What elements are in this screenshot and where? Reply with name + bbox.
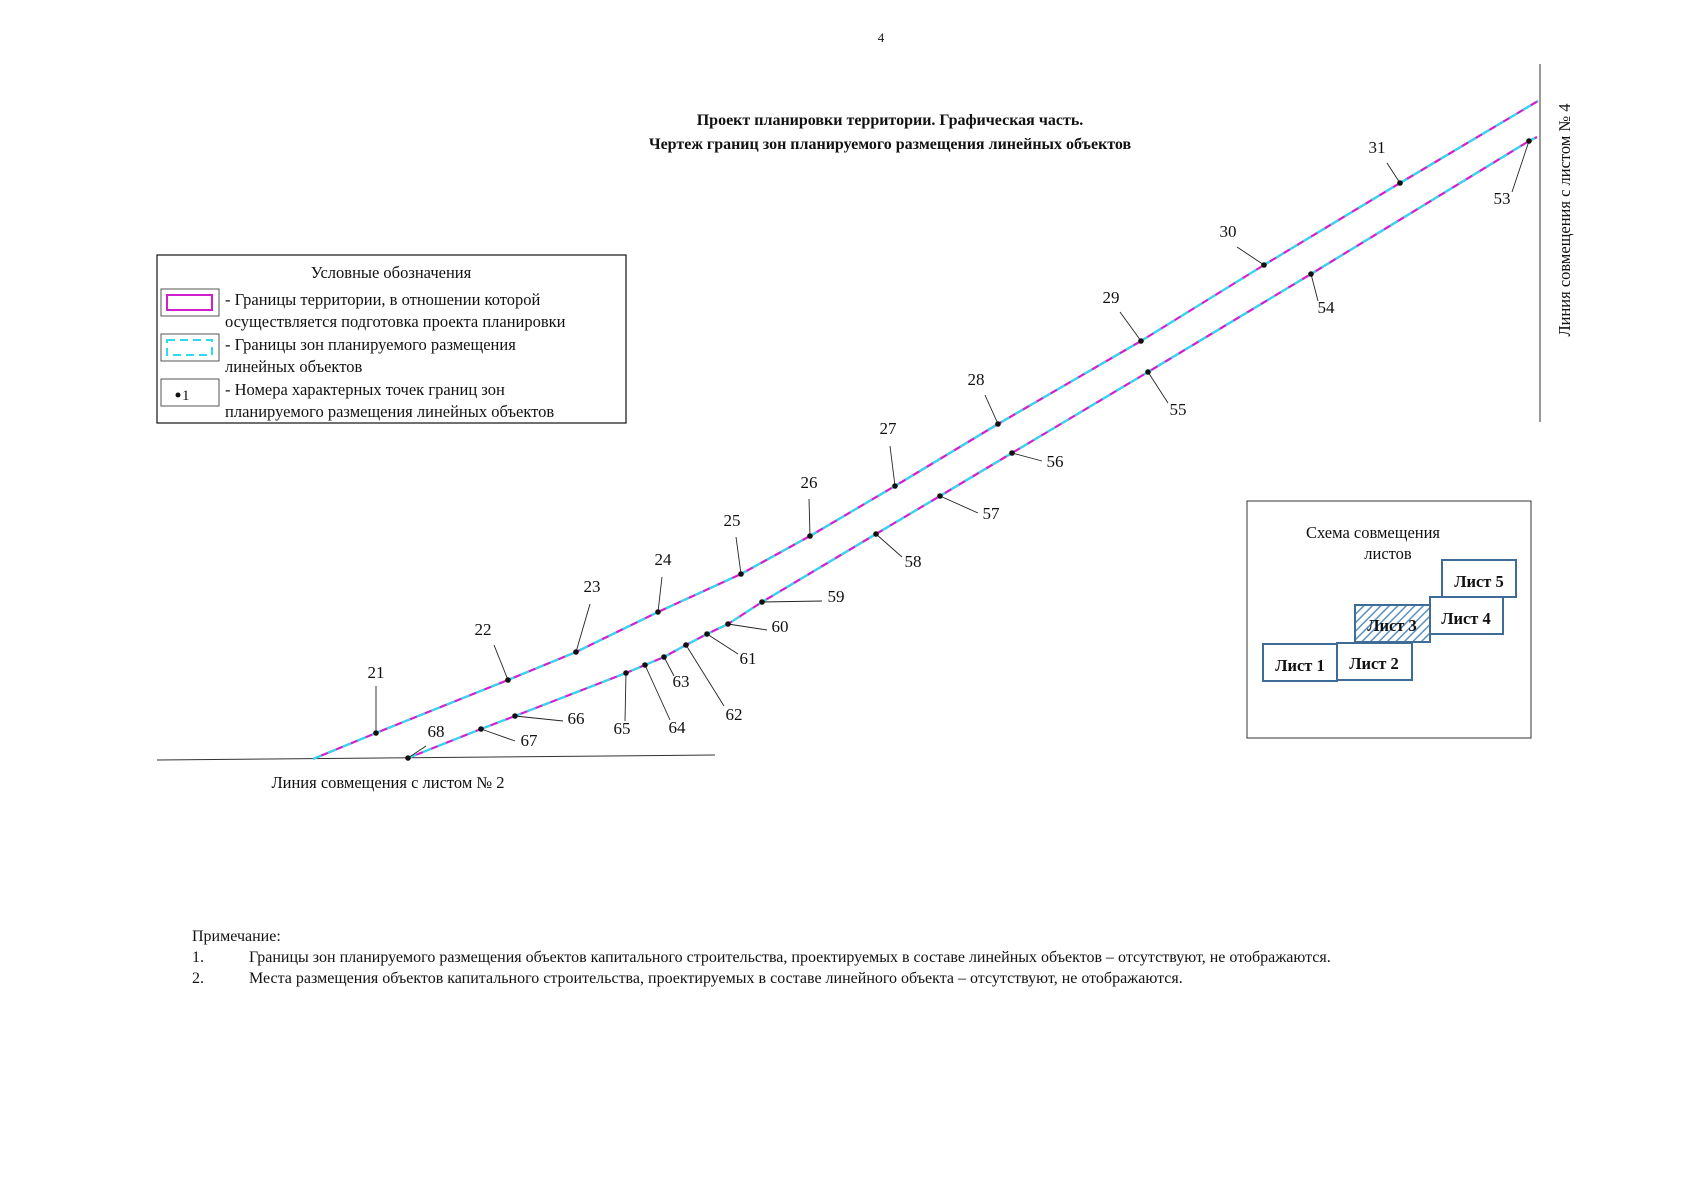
boundary-point-68 <box>405 722 444 761</box>
point-leader-line <box>736 537 741 574</box>
point-number-label: 63 <box>672 672 690 691</box>
point-number-symbol: 1 <box>182 388 190 404</box>
right-matching-line-label: Линия совмещения с листом № 4 <box>1555 103 1574 337</box>
point-number-label: 65 <box>613 719 631 738</box>
point-number-label: 60 <box>771 617 789 636</box>
point-marker <box>1308 271 1314 277</box>
point-marker <box>892 483 898 489</box>
point-number-label: 58 <box>904 552 922 571</box>
boundary-point-61 <box>704 631 756 668</box>
boundary-point-67 <box>478 726 538 750</box>
sheet-2-label: Лист 2 <box>1349 654 1399 673</box>
boundary-point-58 <box>873 531 921 571</box>
page-number: 4 <box>877 30 885 45</box>
point-marker <box>683 642 689 648</box>
point-leader-line <box>645 665 670 720</box>
point-number-label: 25 <box>723 511 741 530</box>
point-marker <box>873 531 879 537</box>
sheet-1-label: Лист 1 <box>1275 656 1325 675</box>
point-leader-line <box>625 673 626 721</box>
legend-item-3-line2: планируемого размещения линейных объектов <box>225 402 555 421</box>
point-number-label: 64 <box>668 718 686 737</box>
point-number-label: 68 <box>427 722 445 741</box>
point-leader-line <box>1237 247 1264 265</box>
note-item-1 <box>192 947 1652 968</box>
point-number-label: 24 <box>654 550 672 569</box>
point-marker <box>655 609 661 615</box>
territory-boundary-symbol <box>167 295 212 310</box>
point-leader-line <box>686 645 724 706</box>
point-leader-line <box>707 634 738 654</box>
point-marker <box>937 493 943 499</box>
point-number-label: 28 <box>967 370 985 389</box>
point-number-label: 62 <box>725 705 743 724</box>
boundary-point-22 <box>475 620 511 683</box>
sheet-scheme-title-line1: Схема совмещения <box>1305 523 1441 542</box>
point-marker <box>1397 180 1403 186</box>
boundary-point-62 <box>683 642 742 724</box>
sheet-3-label: Лист 3 <box>1367 616 1417 635</box>
legend-symbol-frame-1 <box>161 289 219 316</box>
point-leader-line <box>1120 312 1141 341</box>
point-number-label: 56 <box>1046 452 1064 471</box>
boundary-point-28 <box>968 370 1001 427</box>
boundary-point-57 <box>937 493 1000 523</box>
sheet-5-label: Лист 5 <box>1454 572 1504 591</box>
point-number-label: 22 <box>474 620 492 639</box>
boundary-point-63 <box>661 654 689 691</box>
point-number-label: 67 <box>520 731 538 750</box>
point-leader-line <box>576 604 590 652</box>
sheet-scheme <box>1247 501 1531 738</box>
legend-item-2-line1: - Границы зон планируемого размещения <box>225 335 516 354</box>
legend <box>157 255 626 423</box>
legend-symbol-frame-3 <box>161 379 219 406</box>
point-marker <box>1145 369 1151 375</box>
point-marker <box>573 649 579 655</box>
legend-item-3-line1: - Номера характерных точек границ зон <box>225 380 505 399</box>
zone-boundary-symbol <box>167 340 212 355</box>
point-leader-line <box>1012 453 1042 461</box>
sheet-4-label: Лист 4 <box>1441 609 1491 628</box>
point-marker <box>405 755 411 761</box>
point-leader-line <box>481 729 515 741</box>
point-leader-line <box>515 716 563 721</box>
point-leader-line <box>1311 274 1318 301</box>
point-leader-line <box>940 496 978 513</box>
legend-item-1-line1: - Границы территории, в отношении которой <box>225 290 541 309</box>
point-marker <box>759 599 765 605</box>
point-marker <box>1526 138 1532 144</box>
boundary-point-21 <box>368 663 385 736</box>
point-marker <box>373 730 379 736</box>
point-number-label: 29 <box>1102 288 1120 307</box>
point-number-label: 54 <box>1317 298 1335 317</box>
legend-item-2-line2: линейных объектов <box>225 357 363 376</box>
legend-symbol-frame-2 <box>161 334 219 361</box>
boundary-point-55 <box>1145 369 1186 419</box>
point-number-label: 59 <box>827 587 845 606</box>
point-leader-line <box>985 395 998 424</box>
point-marker <box>478 726 484 732</box>
point-marker <box>1009 450 1015 456</box>
note-text: Границы зон планируемого размещения объектов капитального строительства, проектируемых в составе линейных объектов – отсутствуют, не отображаются. <box>249 949 1331 966</box>
point-marker <box>512 713 518 719</box>
note-number: 2. <box>192 970 204 987</box>
bottom-matching-line-label: Линия совмещения с листом № 2 <box>271 773 505 792</box>
note-item-2 <box>192 968 1652 989</box>
drawing-title-line2: Чертеж границ зон планируемого размещения линейных объектов <box>648 136 1132 153</box>
point-number-label: 61 <box>739 649 757 668</box>
point-marker <box>661 654 667 660</box>
point-marker <box>623 670 629 676</box>
notes <box>192 926 1652 989</box>
note-number: 1. <box>192 949 204 966</box>
point-marker <box>505 677 511 683</box>
point-number-label: 26 <box>800 473 818 492</box>
point-leader-line <box>890 446 895 486</box>
point-marker <box>807 533 813 539</box>
point-number-label: 23 <box>583 577 601 596</box>
point-leader-line <box>809 499 810 536</box>
point-marker <box>1138 338 1144 344</box>
legend-heading: Условные обозначения <box>310 263 472 282</box>
point-marker-symbol <box>176 393 181 398</box>
point-leader-line <box>762 601 822 602</box>
point-marker <box>642 662 648 668</box>
point-leader-line <box>876 534 902 557</box>
note-text: Места размещения объектов капитального строительства, проектируемых в составе линейного объекта – отсутствуют, не отображаются. <box>249 970 1183 987</box>
boundary-point-65 <box>614 670 631 738</box>
boundary-point-26 <box>801 473 818 539</box>
boundary-point-24 <box>655 550 673 615</box>
sheet-scheme-title-line2: листов <box>1364 544 1412 563</box>
notes-heading: Примечание: <box>192 928 281 945</box>
point-number-label: 66 <box>567 709 585 728</box>
legend-item-1-line2: осуществляется подготовка проекта планировки <box>225 312 566 331</box>
boundary-point-56 <box>1009 450 1063 471</box>
point-leader-line <box>1148 372 1168 403</box>
boundary-point-27 <box>880 419 898 489</box>
point-leader-line <box>728 624 767 630</box>
point-marker <box>725 621 731 627</box>
point-number-label: 21 <box>367 663 385 682</box>
point-marker <box>738 571 744 577</box>
boundary-point-53 <box>1494 138 1532 208</box>
bottom-matching-line <box>157 755 715 760</box>
boundary-point-30 <box>1220 222 1267 268</box>
point-number-label: 53 <box>1493 189 1511 208</box>
point-number-label: 55 <box>1169 400 1187 419</box>
point-number-label: 57 <box>982 504 1000 523</box>
boundary-point-29 <box>1103 288 1144 344</box>
point-marker <box>1261 262 1267 268</box>
boundary-point-54 <box>1308 271 1335 317</box>
drawing-title-line1: Проект планировки территории. Графическая часть. <box>696 112 1084 129</box>
point-number-label: 30 <box>1219 222 1237 241</box>
point-leader-line <box>494 645 508 680</box>
point-marker <box>995 421 1001 427</box>
point-marker <box>704 631 710 637</box>
point-leader-line <box>658 577 662 612</box>
point-leader-line <box>1387 163 1400 183</box>
boundary-point-25 <box>724 511 744 577</box>
boundary-point-31 <box>1369 138 1403 186</box>
point-number-label: 27 <box>879 419 897 438</box>
point-number-label: 31 <box>1368 138 1386 157</box>
